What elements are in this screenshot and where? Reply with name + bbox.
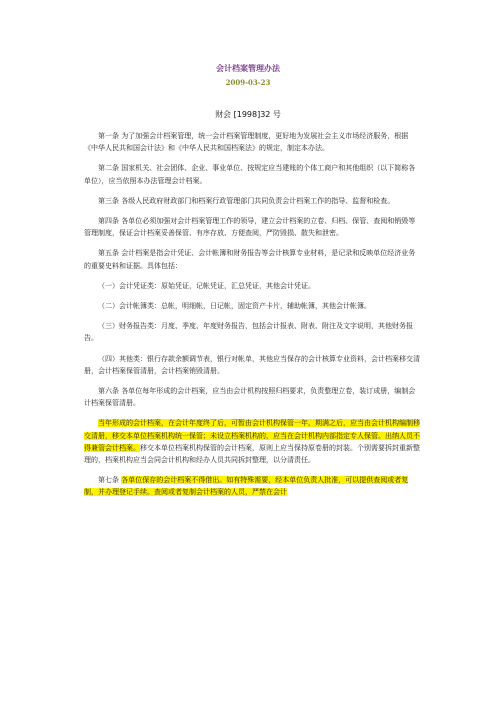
article-6: 第六条 各单位每年形成的会计档案，应当由会计机构按照归档要求，负责整理立卷，装订成册，编制会计档案保管清册。 [84,387,416,408]
document-body [84,130,420,507]
article-5-item-1: （一）会计凭证类：原始凭证，记帐凭证，汇总凭证，其他会计凭证。 [98,281,315,290]
article-6-continued [84,417,420,466]
document-date: 2009-03-23 [225,78,271,87]
article-7 [84,474,420,498]
article-5: 第五条 会计档案是指会计凭证、会计帐簿和财务报告等会计核算专业材料，是记录和反映单位经济业务的重要史料和证据。具体包括： [84,249,416,270]
highlighted-text: 当年形成的会计档案，在会计年度终了后，可暂由会计机构保管一年，期满之后，应当由会计机构编制移交清册，移交本单位档案机构统一保管；未设立档案机构的，应当在会计机构内部指定专人保管。出纳人员不得兼管会计档案。 [84,419,420,452]
article-6-continued-rest: 移交本单位档案机构保管的会计档案，原则上应当保持原卷册的封装。个别需要拆封重新整理的，档案机构应当会同会计机构和经办人员共同拆封整理，以分清责任。 [84,443,420,465]
article-5-item-4: （四）其他类：银行存款余额调节表，银行对帐单，其他应当保存的会计核算专业资料，会计档案移交清册，会计档案保管清册，会计档案销毁清册。 [84,354,420,375]
article-7-highlighted-text: 各单位保存的会计档案不得借出。如有特殊需要，经本单位负责人批准，可以提供查阅或者复制，并办理登记手续。查阅或者复制会计档案的人员，严禁在会计 [84,476,409,497]
article-7-prefix: 第七条 [98,476,119,485]
document-number: 财会 [1998]32 号 [215,110,281,119]
article-1: 第一条 为了加强会计档案管理，统一会计档案管理制度，更好地为发展社会主义市场经济服务，根据《中华人民共和国会计法》和《中华人民共和国档案法》的规定，制定本办法。 [84,132,409,153]
article-3: 第三条 各级人民政府财政部门和档案行政管理部门共同负责会计档案工作的指导、监督和检查。 [98,196,395,205]
article-5-item-2: （二）会计帐簿类：总帐，明细帐，日记帐，固定资产卡片，辅助帐簿，其他会计帐簿。 [98,302,371,311]
article-5-item-3: （三）财务报告类：月度、季度、年度财务报告，包括会计报表、附表、附注及文字说明，其他财务报告。 [84,322,413,343]
article-4: 第四条 各单位必须加强对会计档案管理工作的领导，建立会计档案的立卷、归档、保管、查阅和销毁等管理制度，保证会计档案妥善保管、有序存放、方便查阅，严防毁损、散失和泄密。 [84,217,416,238]
article-2: 第二条 国家机关、社会团体、企业、事业单位、按规定应当建账的个体工商户和其他组织（以下简称各单位），应当依照本办法管理会计档案。 [84,164,416,185]
document-title: 会计档案管理办法 [216,63,280,73]
